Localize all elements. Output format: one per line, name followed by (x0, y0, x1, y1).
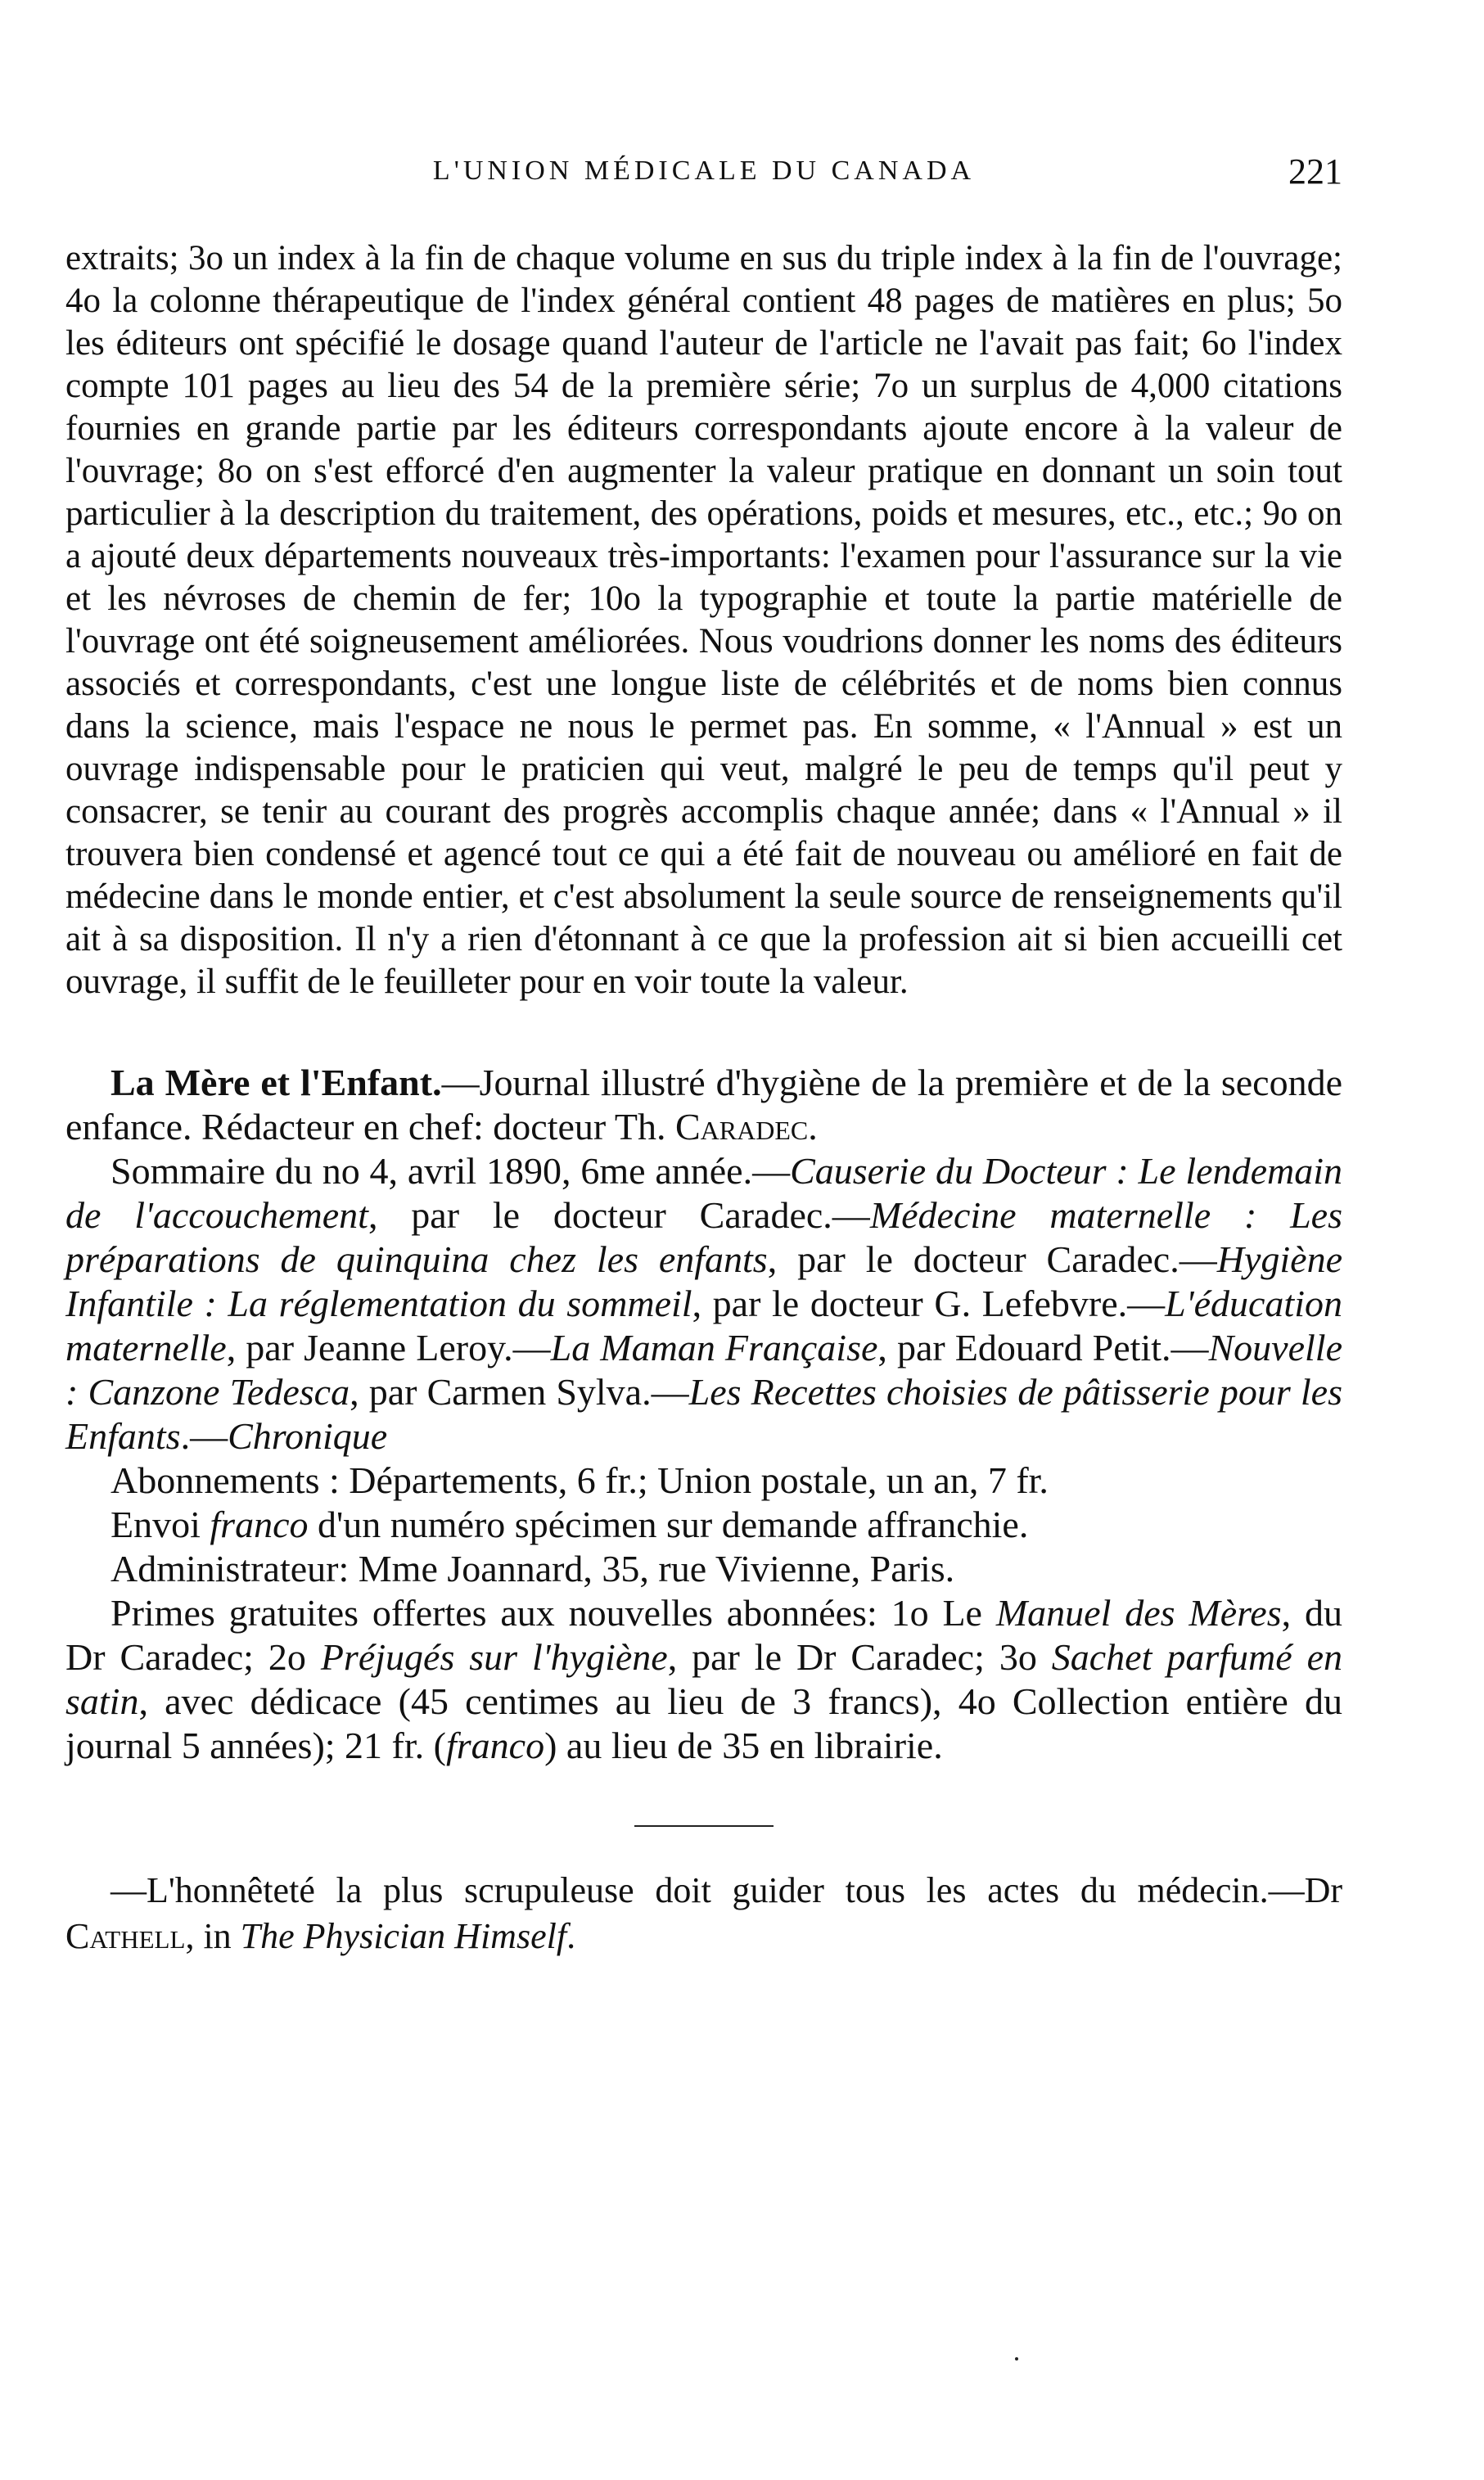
summary-item-5-author: , par Edouard Petit.— (877, 1327, 1209, 1369)
notice-intro-end: . (808, 1106, 818, 1148)
primes-manuel: Manuel des Mères (995, 1592, 1282, 1634)
notice-subscriptions: Abonnements : Départements, 6 fr.; Union postale, un an, 7 fr. (111, 1459, 1049, 1501)
quote-end: . (566, 1916, 576, 1956)
summary-item-4-title: L'éducation maternelle (65, 1283, 1342, 1369)
summary-item-1-title: Causerie du Docteur : Le lendemain de l'accouchement (65, 1150, 1342, 1236)
notice-summary (65, 1149, 1342, 1459)
summary-item-3-title: Hygiène Infantile : La réglementation du sommeil (65, 1238, 1342, 1324)
closing-quote-text (65, 1868, 1342, 1959)
summary-item-4-author: , par Jeanne Leroy.— (226, 1327, 551, 1369)
summary-item-5-title: La Maman Française (550, 1327, 878, 1369)
page (65, 151, 1342, 1959)
summary-item-1-author: , par le docteur Caradec.— (368, 1194, 870, 1236)
primes-text-e: ) au lieu de 35 en librairie. (544, 1725, 943, 1766)
editor-name: Caradec (674, 1106, 809, 1148)
specimen-text-a: Envoi (111, 1504, 210, 1545)
closing-quote (65, 1868, 1342, 1959)
summary-item-6-author: , par Carmen Sylva.— (350, 1371, 689, 1413)
summary-item-7-title: Les Recettes choisies de pâtisserie pour les Enfants (65, 1371, 1342, 1457)
primes-prejuges: Préjugés sur l'hygiène (320, 1636, 668, 1678)
specimen-franco: franco (210, 1504, 309, 1545)
notice-specimen (65, 1503, 1342, 1547)
quote-author: Cathell (65, 1916, 186, 1956)
article-paragraph: extraits; 3o un index à la fin de chaque volume en sus du triple index à la fin de l'ouvrage; 4o la colonne thérapeutique de l'index général contient 48 pages de matières en plus; 5o les éditeurs ont spécifié le dosage quand l'auteur de l'article ne l'avait pas fait; 6o l'index compte 101 pages au lieu des 54 de la première série; 7o un surplus de 4,000 citations fournies en grande partie par les éditeurs correspondants ajoute encore à la valeur de l'ouvrage; 8o on s'est efforcé d'en augmenter la valeur pratique en donnant un soin tout particulier à la description du traitement, des opérations, poids et mesures, etc., etc.; 9o on a ajouté deux départements nouveaux très-importants: l'examen pour l'assurance sur la vie et les névroses de chemin de fer; 10o la typographie et toute la partie matérielle de l'ouvrage ont été soigneusement améliorées. Nous voudrions donner les noms des éditeurs associés et correspondants, c'est une longue liste de célébrités et de noms bien connus dans la science, mais l'espace ne nous le permet pas. En somme, « l'Annual » est un ouvrage indispensable pour le praticien qui veut, malgré le peu de temps qu'il peut y consacrer, se tenir au courant des progrès accomplis chaque année; dans « l'Annual » il trouvera bien condensé et agencé tout ce qui a été fait de nouveau ou amélioré en fait de médecine dans le monde entier, et c'est absolument la seule source de renseignements qu'il ait à sa disposition. Il n'y a rien d'étonnant à ce que la profession ait si bien accueilli cet ouvrage, il suffit de le feuilleter pour en voir toute la valeur. (65, 239, 1342, 1001)
primes-text-c: , par le Dr Caradec; 3o (667, 1636, 1052, 1678)
summary-item-7-sep: .— (180, 1415, 228, 1457)
running-header (65, 151, 1342, 205)
quote-book-title: The Physician Himself (240, 1916, 567, 1956)
journal-notice (65, 1061, 1342, 1768)
notice-intro-text: —Journal illustré d'hygiène de la première et de la seconde enfance. Rédacteur en chef: docteur Th. (65, 1062, 1342, 1148)
primes-text-d: , avec dédicace (45 centimes au lieu de 3 francs), 4o Collection entière du journal 5 années); 21 fr. ( (65, 1680, 1342, 1766)
page-number: 221 (1288, 151, 1342, 192)
specimen-text-b: d'un numéro spécimen sur demande affranchie. (308, 1504, 1029, 1545)
notice-primes (65, 1591, 1342, 1768)
separator-rule (634, 1825, 774, 1827)
summary-item-6-title: Nouvelle : Canzone Tedesca (65, 1327, 1342, 1413)
stray-dot-mark (1015, 2357, 1018, 2361)
primes-franco: franco (445, 1725, 545, 1766)
primes-text-a: Primes gratuites offertes aux nouvelles abonnées: 1o Le (111, 1592, 996, 1634)
notice-administration: Administrateur: Mme Joannard, 35, rue Vivienne, Paris. (111, 1548, 955, 1589)
summary-item-8-title: Chronique (228, 1415, 388, 1457)
quote-text: —L'honnêteté la plus scrupuleuse doit guider tous les actes du médecin.—Dr (111, 1870, 1342, 1910)
quote-in: , in (185, 1916, 241, 1956)
summary-item-2-author: , par le docteur Caradec.— (767, 1238, 1217, 1280)
notice-title: La Mère et l'Enfant. (111, 1062, 442, 1103)
summary-item-3-author: , par le docteur G. Lefebvre.— (692, 1283, 1166, 1324)
running-title: L'UNION MÉDICALE DU CANADA (432, 156, 976, 186)
primes-text-b: , du Dr Caradec; 2o (65, 1592, 1342, 1678)
summary-item-2-title: Médecine maternelle : Les préparations de quinquina chez les enfants (65, 1194, 1342, 1280)
primes-sachet: Sachet parfumé en satin (65, 1636, 1342, 1722)
notice-intro (65, 1061, 1342, 1149)
summary-lead: Sommaire du no 4, avril 1890, 6me année.— (111, 1150, 791, 1192)
